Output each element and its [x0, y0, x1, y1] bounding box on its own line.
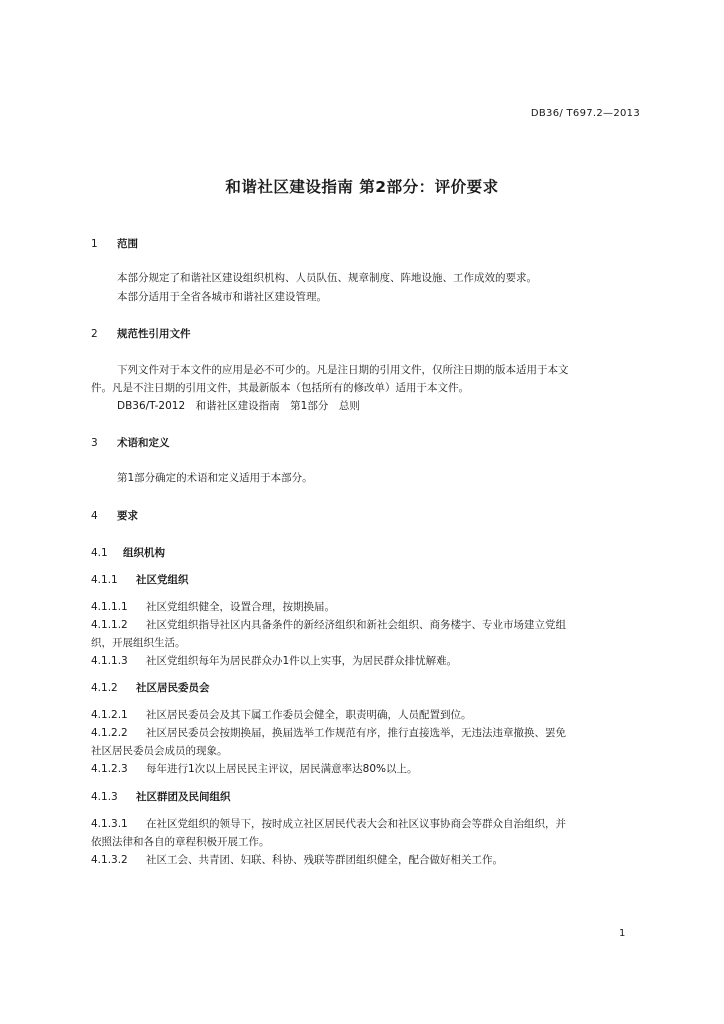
- subsection-4-1-heading: [91, 545, 165, 560]
- section-number: 4.1.3: [91, 791, 118, 803]
- clause-number: 4.1.2.1: [91, 709, 128, 721]
- section-title: 社区党组织: [136, 574, 189, 586]
- section-number: 2: [91, 328, 98, 340]
- clause-text: 社区居民委员会按期换届，换届选举工作规范有序，推行直接选举，无违法违章撤换、罢免: [146, 727, 566, 739]
- paragraph: 本部分适用于全省各城市和谐社区建设管理。: [117, 291, 327, 303]
- clause: [91, 599, 335, 614]
- clause: [91, 653, 457, 668]
- section-number: 4.1.1: [91, 574, 118, 586]
- clause: [91, 816, 566, 831]
- section-2-heading: [91, 326, 191, 341]
- section-number: 3: [91, 437, 98, 449]
- clause-text: 社区工会、共青团、妇联、科协、残联等群团组织健全，配合做好相关工作。: [146, 854, 503, 866]
- reference-entry: DB36/T-2012 和谐社区建设指南 第1部分 总则: [117, 400, 360, 412]
- section-3-heading: [91, 435, 170, 450]
- clause-text: 每年进行1次以上居民民主评议，居民满意率达80%以上。: [146, 763, 418, 775]
- section-title: 规范性引用文件: [117, 328, 191, 340]
- section-title: 要求: [117, 510, 138, 522]
- clause-continuation: 依照法律和各自的章程积极开展工作。: [91, 836, 270, 848]
- clause-number: 4.1.3.2: [91, 854, 128, 866]
- clause: [91, 725, 566, 740]
- paragraph: 下列文件对于本文件的应用是必不可少的。凡是注日期的引用文件，仅所注日期的版本适用于本文: [117, 364, 569, 376]
- subsection-4-1-2-heading: [91, 680, 210, 695]
- clause: [91, 707, 472, 722]
- section-title: 组织机构: [123, 547, 165, 559]
- clause-text: 社区居民委员会及其下属工作委员会健全，职责明确，人员配置到位。: [146, 709, 472, 721]
- clause-text: 在社区党组织的领导下，按时成立社区居民代表大会和社区议事协商会等群众自治组织，并: [146, 818, 566, 830]
- section-number: 4.1: [91, 547, 108, 559]
- clause-text: 社区党组织每年为居民群众办1件以上实事，为居民群众排忧解难。: [146, 655, 458, 667]
- paragraph: 第1部分确定的术语和定义适用于本部分。: [117, 472, 313, 484]
- clause-continuation: 社区居民委员会成员的现象。: [91, 745, 228, 757]
- section-title: 社区群团及民间组织: [136, 791, 231, 803]
- paragraph: 本部分规定了和谐社区建设组织机构、人员队伍、规章制度、阵地设施、工作成效的要求。: [117, 272, 537, 284]
- clause-number: 4.1.1.2: [91, 619, 128, 631]
- document-title: 和谐社区建设指南 第2部分：评价要求: [225, 178, 499, 196]
- section-title: 术语和定义: [117, 437, 170, 449]
- paragraph: 件。凡是不注日期的引用文件，其最新版本（包括所有的修改单）适用于本文件。: [91, 382, 469, 394]
- section-number: 4: [91, 510, 98, 522]
- standard-code: DB36/ T697.2—2013: [530, 108, 640, 119]
- section-4-heading: [91, 508, 138, 523]
- subsection-4-1-3-heading: [91, 789, 231, 804]
- section-1-heading: [91, 236, 138, 251]
- clause: [91, 852, 503, 867]
- clause: [91, 761, 418, 776]
- page-number: 1: [619, 928, 626, 939]
- section-title: 社区居民委员会: [136, 682, 210, 694]
- clause-number: 4.1.1.1: [91, 601, 128, 613]
- clause-text: 社区党组织健全，设置合理，按期换届。: [146, 601, 335, 613]
- clause-continuation: 织，开展组织生活。: [91, 637, 186, 649]
- section-title: 范围: [117, 238, 138, 250]
- clause-number: 4.1.3.1: [91, 818, 128, 830]
- clause: [91, 617, 566, 632]
- clause-number: 4.1.2.2: [91, 727, 128, 739]
- section-number: 4.1.2: [91, 682, 118, 694]
- clause-text: 社区党组织指导社区内具备条件的新经济组织和新社会组织、商务楼宇、专业市场建立党组: [146, 619, 566, 631]
- section-number: 1: [91, 238, 98, 250]
- clause-number: 4.1.2.3: [91, 763, 128, 775]
- subsection-4-1-1-heading: [91, 572, 189, 587]
- clause-number: 4.1.1.3: [91, 655, 128, 667]
